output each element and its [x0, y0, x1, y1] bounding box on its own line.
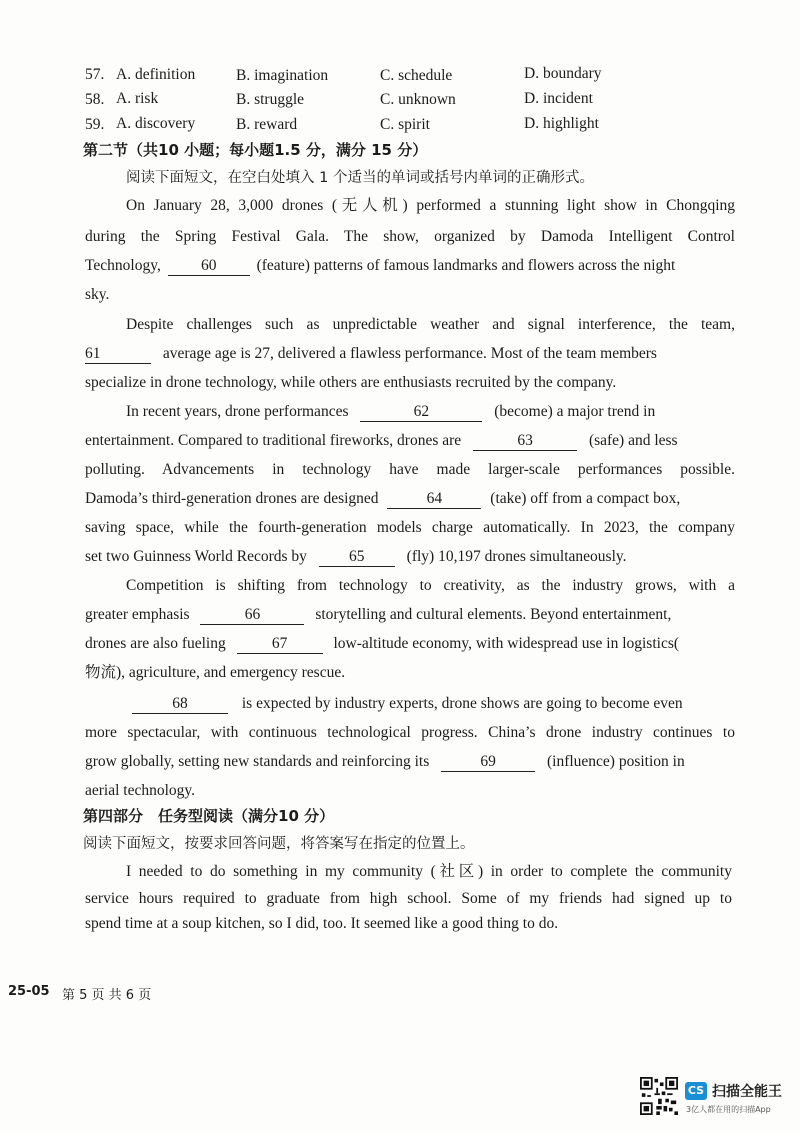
question-number: 57. [85, 66, 105, 83]
blank-68[interactable]: 68 [132, 695, 228, 714]
section-heading: 第二节（共10 小题；每小题1.5 分，满分 15 分） [83, 141, 428, 159]
qr-code-icon [640, 1077, 678, 1115]
passage-line: Technology, 60 (feature) patterns of famous landmarks and flowers across the night [85, 257, 676, 274]
blank-62[interactable]: 62 [360, 403, 482, 422]
blank-63[interactable]: 63 [473, 432, 577, 451]
option-d: D. incident [524, 90, 593, 107]
passage-line: saving space, while the fourth-generation models charge automatically. In 2023, the company [85, 519, 735, 536]
scanner-logo-icon: CS [685, 1082, 707, 1100]
passage-line: grow globally, setting new standards and reinforcing its 69 (influence) position in [85, 753, 685, 770]
blank-67[interactable]: 67 [237, 635, 323, 654]
option-d: D. boundary [524, 65, 602, 82]
passage-line: In recent years, drone performances 62 (become) a major trend in [126, 403, 656, 420]
part-heading: 第四部分 任务型阅读（满分10 分） [83, 807, 335, 825]
scanner-tagline: 3亿人都在用的扫描App [686, 1105, 771, 1114]
passage-line: On January 28, 3,000 drones (无人机) performed a stunning light show in Chongqing [126, 197, 735, 214]
question-number: 58. [85, 91, 105, 108]
option-d: D. highlight [524, 115, 599, 132]
blank-69[interactable]: 69 [441, 753, 535, 772]
exam-code: 25-05 [8, 984, 50, 999]
page-number: 第 5 页 共 6 页 [62, 988, 152, 1003]
passage-line: polluting. Advancements in technology have made larger-scale performances possible. [85, 461, 735, 478]
option-c: C. spirit [380, 116, 430, 133]
option-b: B. struggle [236, 91, 305, 108]
passage-line: drones are also fueling 67 low-altitude economy, with widespread use in logistics( [85, 635, 680, 652]
passage-line: specialize in drone technology, while others are enthusiasts recruited by the company. [85, 374, 617, 391]
option-b: B. imagination [236, 67, 329, 84]
option-a: A. definition [116, 66, 196, 83]
passage-line: entertainment. Compared to traditional fireworks, drones are 63 (safe) and less [85, 432, 678, 449]
option-a: A. discovery [116, 115, 196, 132]
scanner-app-name: 扫描全能王 [712, 1084, 782, 1100]
passage-line: 68 is expected by industry experts, drone shows are going to become even [132, 694, 683, 714]
passage-line: 物流), agriculture, and emergency rescue. [85, 664, 346, 681]
option-c: C. schedule [380, 67, 453, 84]
blank-64[interactable]: 64 [387, 490, 481, 509]
part-instruction: 阅读下面短文，按要求回答问题，将答案写在指定的位置上。 [83, 836, 475, 852]
option-c: C. unknown [380, 91, 456, 108]
passage-line: Damoda’s third-generation drones are designed 64 (take) off from a compact box, [85, 490, 681, 507]
passage-line: I needed to do something in my community (社区) in order to complete the community [126, 863, 732, 880]
passage-line: more spectacular, with continuous technological progress. China’s drone industry continues to [85, 724, 735, 741]
passage-line: set two Guinness World Records by 65 (fly) 10,197 drones simultaneously. [85, 548, 627, 565]
passage-line: service hours required to graduate from high school. Some of my friends had signed up to [85, 890, 732, 907]
option-a: A. risk [116, 90, 159, 107]
passage-line: 61 average age is 27, delivered a flawless performance. Most of the team members [85, 345, 657, 362]
passage-line: greater emphasis 66 storytelling and cultural elements. Beyond entertainment, [85, 606, 672, 623]
blank-61[interactable]: 61 [85, 345, 151, 364]
passage-line: spend time at a soup kitchen, so I did, too. It seemed like a good thing to do. [85, 915, 559, 932]
option-b: B. reward [236, 116, 298, 133]
passage-line: Competition is shifting from technology to creativity, as the industry grows, with a [126, 577, 735, 594]
blank-60[interactable]: 60 [168, 257, 250, 276]
passage-line: aerial technology. [85, 782, 196, 799]
blank-66[interactable]: 66 [200, 606, 304, 625]
question-number: 59. [85, 116, 105, 133]
passage-line: sky. [85, 286, 110, 303]
passage-line: during the Spring Festival Gala. The show, organized by Damoda Intelligent Control [85, 228, 735, 245]
passage-line: Despite challenges such as unpredictable weather and signal interference, the team, [126, 316, 735, 333]
section-instruction: 阅读下面短文，在空白处填入 1 个适当的单词或括号内单词的正确形式。 [126, 170, 594, 186]
blank-65[interactable]: 65 [319, 548, 395, 567]
